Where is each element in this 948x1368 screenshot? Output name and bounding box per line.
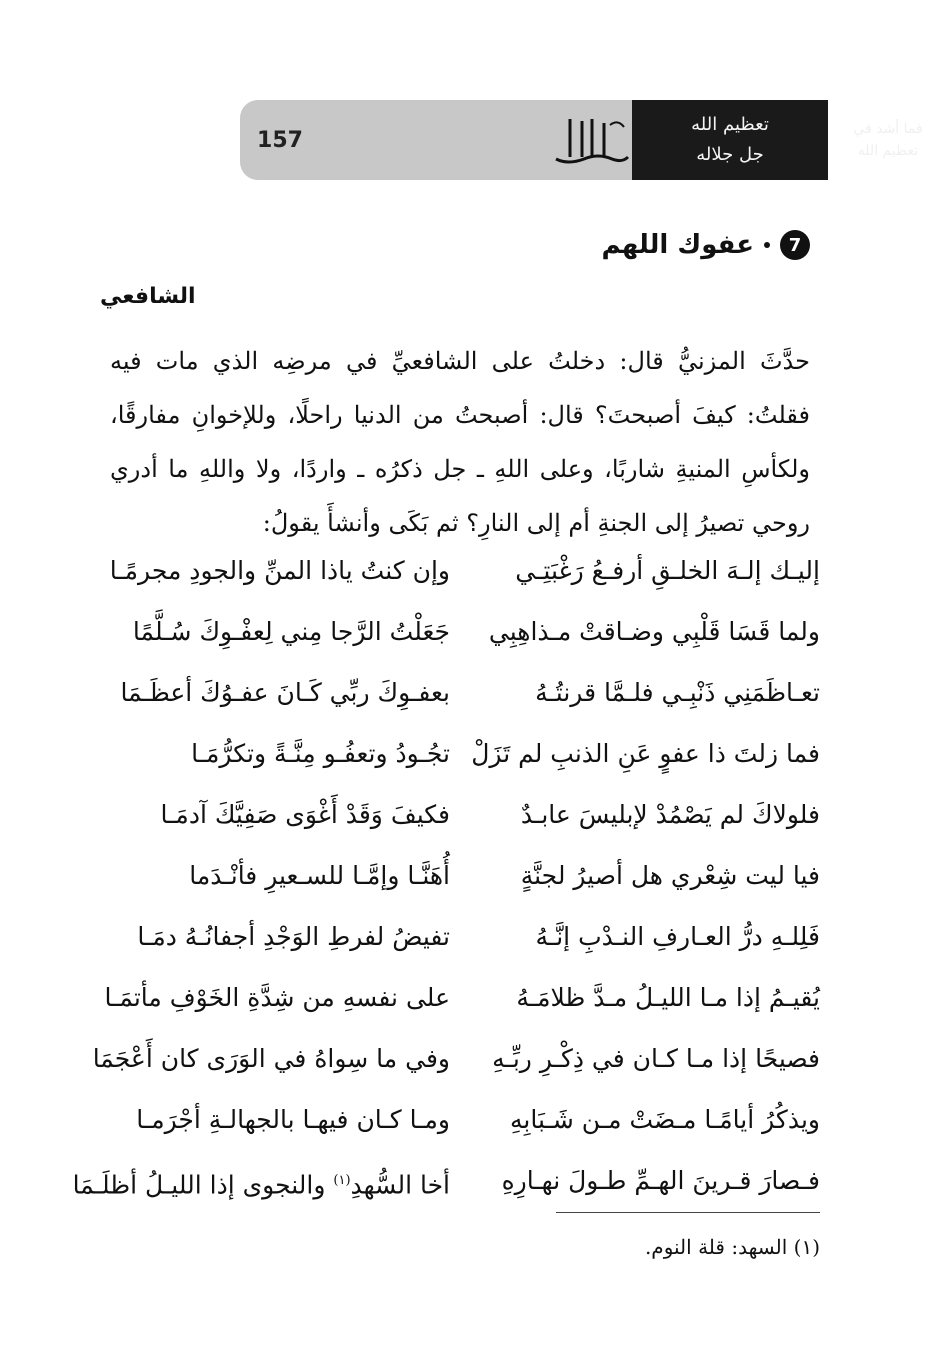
verse (110, 662, 820, 723)
verse-second-hemistich: ومـا كـان فيهـا بالجهالـةِ أجْرَمـا (136, 1105, 450, 1134)
verse (110, 540, 820, 601)
verse-first-hemistich: يُقيـمُ إذا مـا الليـلُ مـدَّ ظلامَـهُ (516, 983, 820, 1012)
verse-first-hemistich: إليـك إلـهَ الخلـقِ أرفـعُ رَغْبَتِـي (515, 556, 820, 585)
section-heading (602, 225, 811, 265)
verse-second-hemistich: أُهَنَّـا وإمَّـا للسـعيرِ فأنْـدَما (189, 861, 450, 890)
verse (72, 1150, 820, 1211)
author-name: الشافعي (100, 284, 196, 309)
footnote: (١) السهد: قلة النوم. (644, 1235, 820, 1259)
verse (110, 723, 820, 784)
verse-first-hemistich: ويذكُرُ أيامًـا مـضَتْ مـن شَـبَابِهِ (510, 1105, 820, 1134)
verse-second-hemistich (72, 1150, 450, 1215)
header-title-line2: جل جلاله (696, 144, 764, 165)
section-number: 7 (780, 230, 810, 260)
verse-second-hemistich: تجُـودُ وتعفُـو مِنَّـةً وتكرُّمَـا (191, 739, 450, 768)
calligraphy-icon (548, 107, 632, 173)
verse-second-hemistich: على نفسهِ من شِدَّةِ الخَوْفِ مأتمَـا (104, 983, 450, 1012)
verse-first-hemistich: فلولاكَ لم يَصْمُدْ لإبليسَ عابـدٌ (520, 800, 820, 829)
verse (110, 906, 820, 967)
footnote-reference[interactable]: (١) (333, 1173, 351, 1188)
header-series-line1: فما أشد في (853, 121, 923, 137)
prose-paragraph: حدَّثَ المزنيُّ قال: دخلتُ على الشافعيِّ في مرضِه الذي مات فيه فقلتُ: كيفَ أصبحتَ؟ قال: أصبحتُ من الدنيا راحلًا، وللإخوانِ مفارقًا، ولكأسِ المنيةِ شاربًا، وعلى اللهِ ـ جل ذكرُه ـ واردًا، ولا واللهِ ما أدري روحي تصيرُ إلى الجنةِ أم إلى النارِ؟ ثم بَكَى وأنشأَ يقولُ: (110, 347, 811, 537)
verse (92, 1028, 820, 1089)
header-series-line2: تعظيم الله (857, 143, 919, 159)
verse-second-hemistich: جَعَلْتُ الرَّجا مِني لِعفْـوِكَ سُـلَّمًا (132, 617, 450, 646)
section-title: عفوك اللهم (601, 230, 754, 260)
verse (110, 845, 820, 906)
allah-calligraphy-emblem (542, 100, 638, 180)
poem (72, 540, 820, 1211)
verse-first-hemistich: فما زلتَ ذا عفوٍ عَنِ الذنبِ لم تَزَلْ (471, 739, 820, 768)
header-series (828, 100, 948, 180)
hemistich-text: أخا السُّهدِ (350, 1170, 450, 1200)
verse-first-hemistich: فـصارَ قـرينَ الهـمِّ طـولَ نهـارِهِ (501, 1166, 820, 1195)
verse-first-hemistich: فَلِلـهِ درُّ العـارفِ النـدْبِ إنَّـهُ (535, 922, 820, 951)
verse-first-hemistich: ولما قَسَا قَلْبِي وضـاقتْ مـذاهِبِي (488, 617, 820, 646)
verse (104, 967, 820, 1028)
verse (110, 601, 820, 662)
verse-second-hemistich: وفي ما سِواهُ في الوَرَى كان أَعْجَمَا (92, 1044, 450, 1073)
hemistich-text: والنجوى إذا الليـلُ أظلَـمَا (72, 1170, 334, 1200)
running-header (240, 100, 923, 180)
verse-second-hemistich: وإن كنتُ ياذا المنِّ والجودِ مجرمًـا (109, 556, 450, 585)
verse-second-hemistich: تفيضُ لفرطِ الوَجْدِ أجفانُـهُ دمَـا (137, 922, 450, 951)
verse (110, 784, 820, 845)
page-number: 157 (257, 127, 303, 153)
header-title-line1: تعظيم الله (691, 114, 769, 135)
verse-second-hemistich: فكيفَ وَقَدْ أَغْوَى صَفِيَّكَ آدمَـا (160, 800, 450, 829)
header-title (632, 100, 828, 180)
verse-first-hemistich: فصيحًا إذا مـا كـان في ذِكْـرِ ربِّـهِ (492, 1044, 820, 1073)
bullet-dot-icon (764, 242, 770, 248)
footnote-divider (556, 1212, 820, 1213)
verse-second-hemistich: بعفـوِكَ ربِّي كَـانَ عفـوُكَ أعظَـمَا (120, 678, 450, 707)
verse-first-hemistich: فيا ليت شِعْري هل أصيرُ لجنَّةٍ (520, 861, 820, 890)
verse (110, 1089, 820, 1150)
verse-first-hemistich: تعـاظَمَنِي ذَنْبِـي فلـمَّا قرنتُـهُ (535, 678, 820, 707)
